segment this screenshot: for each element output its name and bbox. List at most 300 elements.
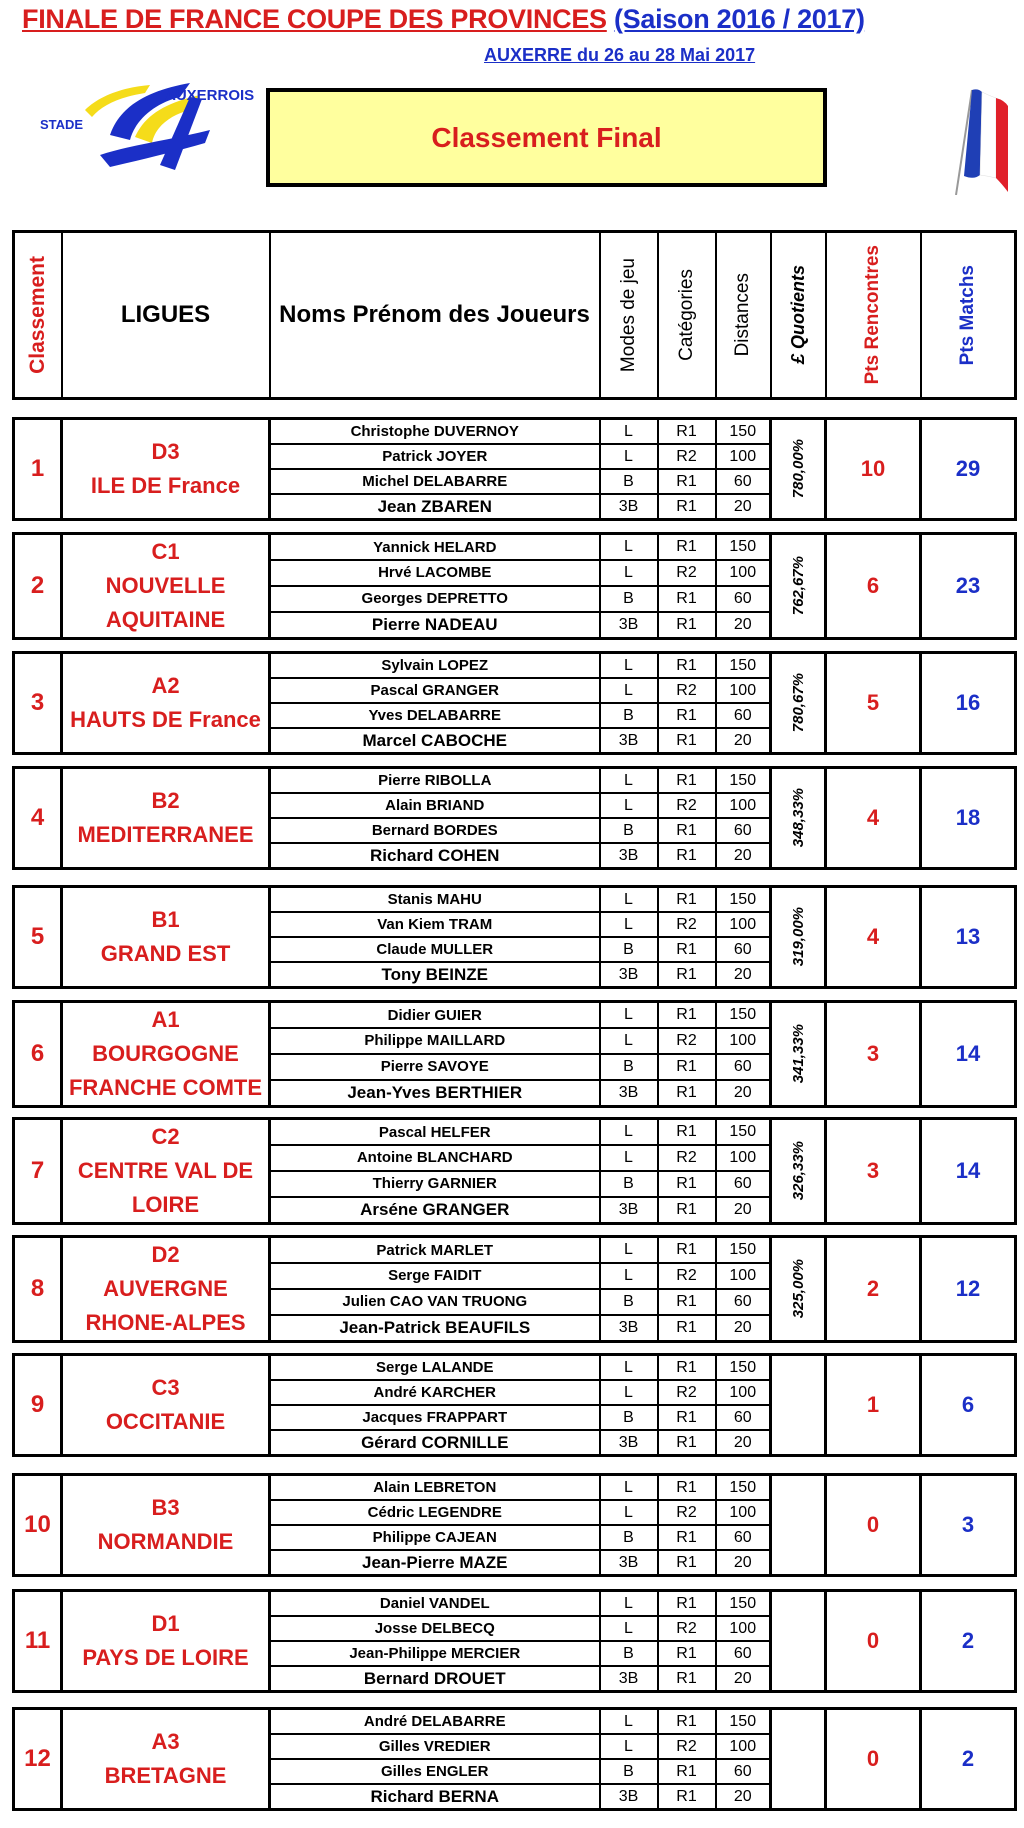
pts-matchs-cell: 23 [921,534,1016,639]
mode-cell: L [600,1380,658,1405]
mode-cell: L [600,887,658,913]
player-name: Arséne GRANGER [270,1197,600,1224]
distance-cell: 100 [716,1500,771,1525]
mode-cell: B [600,818,658,843]
quotient-cell [771,1709,826,1810]
player-name: Yves DELABARRE [270,703,600,728]
distance-cell: 20 [716,962,771,988]
team-group [12,651,1017,755]
distance-cell: 60 [716,1171,771,1197]
mode-cell: L [600,768,658,794]
category-cell: R1 [658,1237,716,1264]
player-name: Jean-Patrick BEAUFILS [270,1315,600,1342]
category-cell: R1 [658,1759,716,1784]
pts-rencontres-cell: 4 [826,768,921,869]
mode-cell: 3B [600,962,658,988]
category-cell: R1 [658,1315,716,1342]
player-name: Alain LEBRETON [270,1475,600,1501]
pts-matchs-cell: 13 [921,887,1016,988]
pts-matchs-cell: 14 [921,1002,1016,1107]
event-subtitle: AUXERRE du 26 au 28 Mai 2017 [484,45,756,65]
category-cell: R2 [658,560,716,586]
pts-matchs-cell: 14 [921,1119,1016,1224]
player-name: Gilles ENGLER [270,1759,600,1784]
player-name: Jacques FRAPPART [270,1405,600,1430]
ligue-cell [62,1119,270,1224]
distance-cell: 100 [716,560,771,586]
mode-cell: 3B [600,1197,658,1224]
category-cell: R1 [658,1119,716,1146]
distance-cell: 150 [716,1355,771,1381]
category-cell: R1 [658,1591,716,1617]
ligue-name: BRETAGNE [104,1763,227,1788]
mode-cell: L [600,678,658,703]
distance-cell: 150 [716,768,771,794]
ligue-name: ILE DE France [90,473,241,498]
logo-text-stade: STADE [40,117,84,132]
mode-cell: B [600,1171,658,1197]
mode-cell: B [600,937,658,962]
mode-cell: L [600,560,658,586]
table-row [14,1475,1016,1501]
category-cell: R2 [658,793,716,818]
mode-cell: L [600,912,658,937]
ligue-code: D1 [151,1611,180,1636]
category-cell: R2 [658,1028,716,1054]
category-cell: R1 [658,1641,716,1666]
table-row [14,534,1016,561]
col-categories: Catégories [658,232,716,399]
team-group [12,532,1017,640]
player-name: Julien CAO VAN TRUONG [270,1289,600,1315]
mode-cell: B [600,1289,658,1315]
team-group [12,1000,1017,1108]
category-cell: R1 [658,843,716,869]
rank-cell: 8 [14,1237,62,1342]
player-name: André DELABARRE [270,1709,600,1735]
player-name: Daniel VANDEL [270,1591,600,1617]
player-name: Tony BEINZE [270,962,600,988]
distance-cell: 150 [716,1119,771,1146]
table-row [14,1709,1016,1735]
player-name: Bernard DROUET [270,1666,600,1692]
distance-cell: 20 [716,1430,771,1456]
quotient-cell [771,768,826,869]
mode-cell: B [600,1405,658,1430]
category-cell: R1 [658,1355,716,1381]
category-cell: R1 [658,1171,716,1197]
ligue-name: HAUTS DE France [70,707,261,732]
quotient-value: 780,67% [789,673,807,733]
team-group [12,417,1017,521]
pts-matchs-cell: 29 [921,419,1016,520]
distance-cell: 150 [716,1709,771,1735]
player-name: Pierre RIBOLLA [270,768,600,794]
mode-cell: 3B [600,1430,658,1456]
player-name: Antoine BLANCHARD [270,1145,600,1171]
mode-cell: L [600,1355,658,1381]
quotient-cell [771,1237,826,1342]
player-name: Thierry GARNIER [270,1171,600,1197]
player-name: André KARCHER [270,1380,600,1405]
mode-cell: L [600,1237,658,1264]
ligue-cell [62,1002,270,1107]
ligue-name: AUVERGNE RHONE-ALPES [85,1276,246,1335]
distance-cell: 60 [716,586,771,612]
distance-cell: 60 [716,1641,771,1666]
distance-cell: 20 [716,1666,771,1692]
ligue-code: B2 [151,788,180,813]
pts-matchs-cell: 16 [921,653,1016,754]
category-cell: R1 [658,937,716,962]
table-row [14,768,1016,794]
distance-cell: 100 [716,1616,771,1641]
player-name: Serge LALANDE [270,1355,600,1381]
team-group [12,1235,1017,1343]
player-name: Patrick JOYER [270,444,600,469]
distance-cell: 150 [716,1591,771,1617]
mode-cell: L [600,1119,658,1146]
distance-cell: 60 [716,703,771,728]
category-cell: R1 [658,768,716,794]
player-name: Pierre NADEAU [270,612,600,639]
distance-cell: 100 [716,1380,771,1405]
player-name: Stanis MAHU [270,887,600,913]
category-cell: R1 [658,1080,716,1107]
category-cell: R1 [658,494,716,520]
player-name: Michel DELABARRE [270,469,600,494]
player-name: Claude MULLER [270,937,600,962]
quotient-cell [771,1355,826,1456]
pts-matchs-cell: 12 [921,1237,1016,1342]
player-name: Georges DEPRETTO [270,586,600,612]
col-pts-matchs: Pts Matchs [921,232,1016,399]
distance-cell: 100 [716,912,771,937]
mode-cell: 3B [600,1550,658,1576]
rank-cell: 6 [14,1002,62,1107]
banner-classement-final: Classement Final [266,88,827,187]
pts-rencontres-cell: 0 [826,1709,921,1810]
player-name: Josse DELBECQ [270,1616,600,1641]
pts-rencontres-cell: 3 [826,1119,921,1224]
quotient-value: 348,33% [789,788,807,848]
mode-cell: B [600,1759,658,1784]
ligue-cell [62,1709,270,1810]
distance-cell: 100 [716,1734,771,1759]
distance-cell: 150 [716,419,771,445]
player-name: Philippe MAILLARD [270,1028,600,1054]
col-quotients: £ Quotients [771,232,826,399]
mode-cell: L [600,1263,658,1289]
category-cell: R1 [658,703,716,728]
team-group [12,1353,1017,1457]
quotient-cell [771,1591,826,1692]
pts-rencontres-cell: 4 [826,887,921,988]
mode-cell: B [600,1641,658,1666]
page-title [22,4,865,35]
ligue-code: C2 [151,1124,180,1149]
player-name: Pascal GRANGER [270,678,600,703]
category-cell: R2 [658,1734,716,1759]
quotient-value: 762,67% [789,556,807,616]
col-modes: Modes de jeu [600,232,658,399]
category-cell: R1 [658,1784,716,1810]
rank-cell: 1 [14,419,62,520]
mode-cell: L [600,653,658,679]
mode-cell: L [600,419,658,445]
distance-cell: 150 [716,534,771,561]
category-cell: R1 [658,1475,716,1501]
category-cell: R1 [658,1709,716,1735]
player-name: Sylvain LOPEZ [270,653,600,679]
pts-matchs-cell: 6 [921,1355,1016,1456]
title-season: (Saison 2016 / 2017) [613,4,865,34]
distance-cell: 20 [716,612,771,639]
table-row [14,1119,1016,1146]
player-name: Christophe DUVERNOY [270,419,600,445]
ligue-cell [62,1591,270,1692]
player-name: Yannick HELARD [270,534,600,561]
category-cell: R1 [658,1666,716,1692]
mode-cell: L [600,1591,658,1617]
quotient-value: 341,33% [789,1024,807,1084]
team-group [12,766,1017,870]
mode-cell: B [600,1525,658,1550]
category-cell: R1 [658,1430,716,1456]
mode-cell: B [600,469,658,494]
category-cell: R2 [658,678,716,703]
mode-cell: 3B [600,843,658,869]
distance-cell: 60 [716,1289,771,1315]
mode-cell: 3B [600,1784,658,1810]
mode-cell: 3B [600,612,658,639]
ligue-code: B3 [151,1495,180,1520]
distance-cell: 100 [716,444,771,469]
category-cell: R1 [658,1289,716,1315]
pts-matchs-cell: 3 [921,1475,1016,1576]
ligue-name: NOUVELLE AQUITAINE [105,573,226,632]
col-pts-rencontres: Pts Rencontres [826,232,921,399]
ligue-code: A2 [151,673,180,698]
category-cell: R1 [658,612,716,639]
pts-rencontres-cell: 1 [826,1355,921,1456]
category-cell: R1 [658,469,716,494]
category-cell: R1 [658,728,716,754]
category-cell: R1 [658,586,716,612]
table-row [14,419,1016,445]
player-name: Gérard CORNILLE [270,1430,600,1456]
quotient-value: 780,00% [789,439,807,499]
ligue-code: B1 [151,907,180,932]
table-row [14,1237,1016,1264]
distance-cell: 150 [716,1237,771,1264]
pts-rencontres-cell: 2 [826,1237,921,1342]
quotient-cell [771,887,826,988]
ligue-code: A3 [151,1729,180,1754]
player-name: Serge FAIDIT [270,1263,600,1289]
pts-matchs-cell: 2 [921,1709,1016,1810]
rank-cell: 3 [14,653,62,754]
ligue-name: NORMANDIE [97,1529,234,1554]
distance-cell: 150 [716,1002,771,1029]
pts-rencontres-cell: 5 [826,653,921,754]
player-name: Van Kiem TRAM [270,912,600,937]
category-cell: R2 [658,444,716,469]
distance-cell: 20 [716,1315,771,1342]
player-name: Philippe CAJEAN [270,1525,600,1550]
ligue-code: A1 [151,1007,180,1032]
player-name: Richard COHEN [270,843,600,869]
category-cell: R2 [658,1500,716,1525]
rank-cell: 11 [14,1591,62,1692]
distance-cell: 60 [716,1759,771,1784]
ligue-cell [62,887,270,988]
player-name: Cédric LEGENDRE [270,1500,600,1525]
distance-cell: 100 [716,1028,771,1054]
col-noms: Noms Prénom des Joueurs [270,232,600,399]
quotient-cell [771,1475,826,1576]
distance-cell: 20 [716,728,771,754]
rank-cell: 7 [14,1119,62,1224]
category-cell: R2 [658,1145,716,1171]
ligue-cell [62,1237,270,1342]
team-group [12,1589,1017,1693]
category-cell: R2 [658,1380,716,1405]
ligue-code: D3 [151,439,180,464]
mode-cell: L [600,793,658,818]
ligue-code: C3 [151,1375,180,1400]
category-cell: R2 [658,1616,716,1641]
pts-matchs-cell: 18 [921,768,1016,869]
player-name: Hrvé LACOMBE [270,560,600,586]
distance-cell: 20 [716,1550,771,1576]
mode-cell: 3B [600,1666,658,1692]
quotient-cell [771,1002,826,1107]
player-name: Marcel CABOCHE [270,728,600,754]
rank-cell: 4 [14,768,62,869]
distance-cell: 20 [716,494,771,520]
player-name: Pascal HELFER [270,1119,600,1146]
table-row [14,1002,1016,1029]
table-row [14,1355,1016,1381]
pts-rencontres-cell: 10 [826,419,921,520]
category-cell: R1 [658,1002,716,1029]
quotient-cell [771,1119,826,1224]
distance-cell: 60 [716,818,771,843]
category-cell: R2 [658,1263,716,1289]
mode-cell: L [600,534,658,561]
player-name: Didier GUIER [270,1002,600,1029]
distance-cell: 60 [716,469,771,494]
distance-cell: 20 [716,1784,771,1810]
quotient-cell [771,653,826,754]
ligue-name: MEDITERRANEE [77,822,254,847]
distance-cell: 60 [716,1054,771,1080]
category-cell: R1 [658,653,716,679]
category-cell: R1 [658,1054,716,1080]
distance-cell: 20 [716,843,771,869]
pts-rencontres-cell: 0 [826,1591,921,1692]
ligue-cell [62,419,270,520]
mode-cell: L [600,1028,658,1054]
mode-cell: L [600,1475,658,1501]
team-group [12,1473,1017,1577]
category-cell: R1 [658,534,716,561]
pts-rencontres-cell: 3 [826,1002,921,1107]
category-cell: R1 [658,1197,716,1224]
quotient-value: 319,00% [789,907,807,967]
player-name: Pierre SAVOYE [270,1054,600,1080]
ligue-cell [62,534,270,639]
distance-cell: 100 [716,1145,771,1171]
category-cell: R1 [658,1525,716,1550]
distance-cell: 100 [716,793,771,818]
distance-cell: 150 [716,1475,771,1501]
mode-cell: B [600,1054,658,1080]
ligue-name: GRAND EST [100,941,231,966]
category-cell: R1 [658,818,716,843]
distance-cell: 20 [716,1080,771,1107]
pts-matchs-cell: 2 [921,1591,1016,1692]
ligue-cell [62,768,270,869]
ligue-cell [62,653,270,754]
distance-cell: 100 [716,678,771,703]
player-name: Richard BERNA [270,1784,600,1810]
mode-cell: B [600,586,658,612]
rank-cell: 5 [14,887,62,988]
player-name: Patrick MARLET [270,1237,600,1264]
table-row [14,887,1016,913]
mode-cell: 3B [600,494,658,520]
quotient-cell [771,534,826,639]
distance-cell: 20 [716,1197,771,1224]
team-group [12,1117,1017,1225]
ligue-code: C1 [151,539,180,564]
mode-cell: B [600,703,658,728]
mode-cell: L [600,444,658,469]
team-group [12,1707,1017,1811]
mode-cell: L [600,1145,658,1171]
mode-cell: 3B [600,728,658,754]
distance-cell: 60 [716,1525,771,1550]
quotient-value: 325,00% [789,1259,807,1319]
ligue-cell [62,1475,270,1576]
category-cell: R1 [658,962,716,988]
player-name: Jean-Yves BERTHIER [270,1080,600,1107]
pts-rencontres-cell: 0 [826,1475,921,1576]
mode-cell: 3B [600,1315,658,1342]
distance-cell: 150 [716,653,771,679]
category-cell: R2 [658,912,716,937]
rank-cell: 9 [14,1355,62,1456]
mode-cell: L [600,1002,658,1029]
mode-cell: 3B [600,1080,658,1107]
table-header [12,230,1017,400]
ligue-name: BOURGOGNE FRANCHE COMTE [68,1041,263,1100]
col-classement: Classement [14,232,62,399]
col-distances: Distances [716,232,771,399]
stade-auxerrois-logo [40,75,260,175]
player-name: Gilles VREDIER [270,1734,600,1759]
rank-cell: 12 [14,1709,62,1810]
quotient-cell [771,419,826,520]
distance-cell: 150 [716,887,771,913]
player-name: Alain BRIAND [270,793,600,818]
title-main: FINALE DE FRANCE COUPE DES PROVINCES [22,4,607,34]
mode-cell: L [600,1734,658,1759]
rank-cell: 10 [14,1475,62,1576]
logo-text-auxerrois: AUXERROIS [165,87,255,104]
